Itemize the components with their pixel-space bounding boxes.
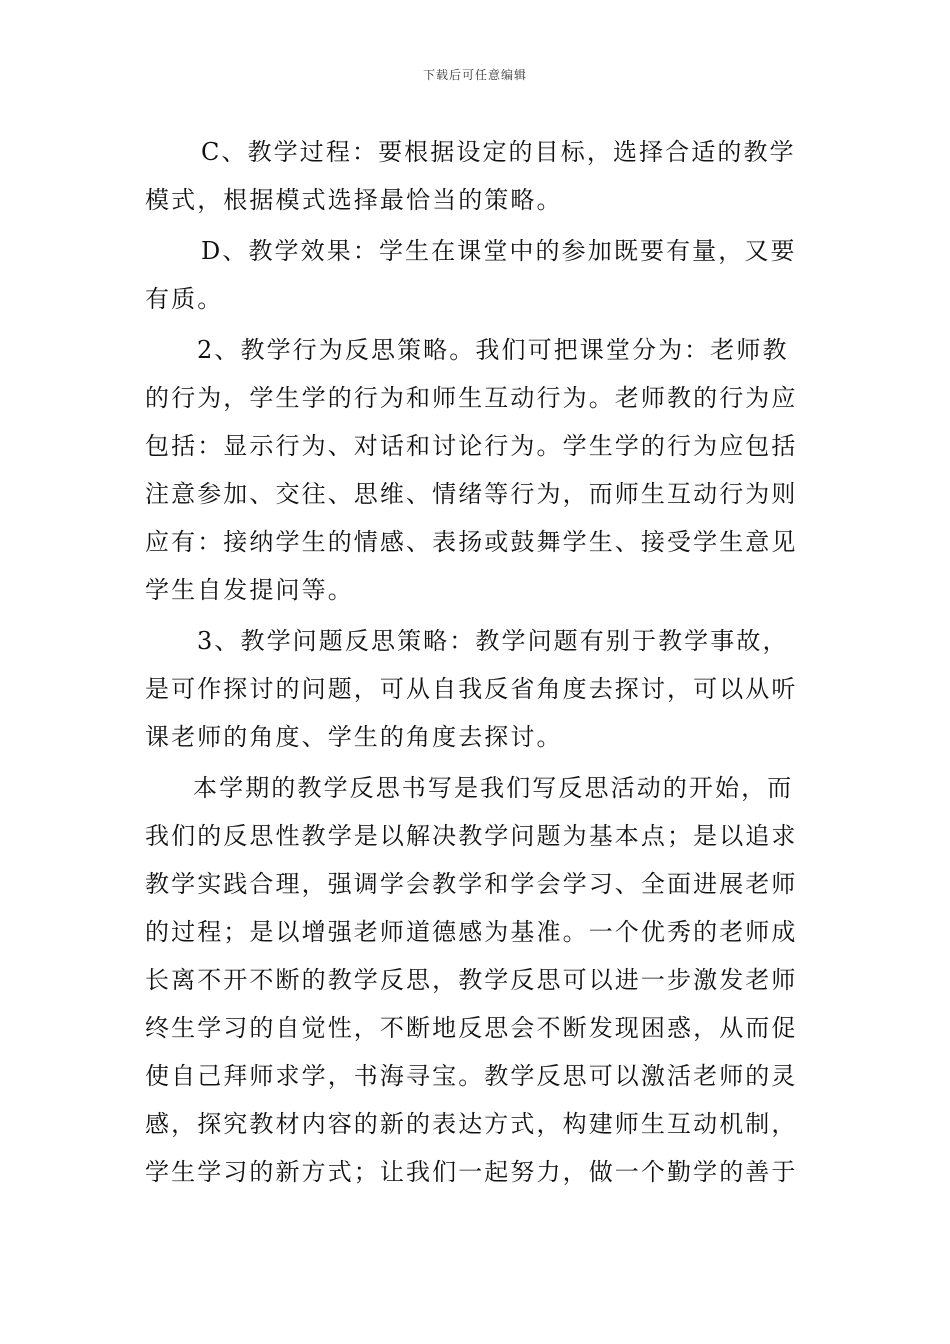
text-line: 的行为，学生学的行为和师生互动行为。老师教的行为应 [145,384,798,412]
text-line: 学生自发提问等。 [145,576,354,604]
paragraph [145,326,810,614]
paragraph-first-line: D、教学效果：学生在课堂中的参加既要有量，又要 [201,237,797,265]
paragraph-first-line: 2、教学行为反思策略。我们可把课堂分为：老师教 [197,336,789,364]
text-line: 有质。 [145,285,224,313]
text-line: 学生学习的新方式；让我们一起努力，做一个勤学的善于 [145,1158,798,1186]
text-line: 是可作探讨的问题，可从自我反省角度去探讨，可以从听 [145,675,798,703]
text-line: 使自己拜师求学，书海寻宝。教学反思可以激活老师的灵 [145,1062,798,1090]
text-line: 长离不开不断的教学反思，教学反思可以进一步激发老师 [145,966,798,994]
text-line: 模式，根据模式选择最恰当的策略。 [145,186,563,214]
text-line: 课老师的角度、学生的角度去探讨。 [145,723,563,751]
text-line: 我们的反思性教学是以解决教学问题为基本点；是以追求 [145,822,798,850]
paragraph [145,764,810,1196]
page-header: 下载后可任意编辑 [422,68,527,82]
paragraph [145,617,810,761]
document-body [145,128,810,1199]
text-line: 包括：显示行为、对话和讨论行为。学生学的行为应包括 [145,432,798,460]
text-line: 的过程；是以增强老师道德感为基准。一个优秀的老师成 [145,918,798,946]
text-line: 教学实践合理，强调学会教学和学会学习、全面进展老师 [145,870,798,898]
text-line: 终生学习的自觉性，不断地反思会不断发现困惑，从而促 [145,1014,798,1042]
paragraph-first-line: 本学期的教学反思书写是我们写反思活动的开始，而 [193,774,794,802]
text-line: 注意参加、交往、思维、情绪等行为，而师生互动行为则 [145,480,798,508]
paragraph [145,227,810,323]
paragraph [145,128,810,224]
paragraph-first-line: C、教学过程：要根据设定的目标，选择合适的教学 [201,138,796,166]
text-line: 感，探究教材内容的新的表达方式，构建师生互动机制， [145,1110,798,1138]
paragraph-first-line: 3、教学问题反思策略：教学问题有别于教学事故， [197,627,789,655]
text-line: 应有：接纳学生的情感、表扬或鼓舞学生、接受学生意见 [145,528,798,556]
